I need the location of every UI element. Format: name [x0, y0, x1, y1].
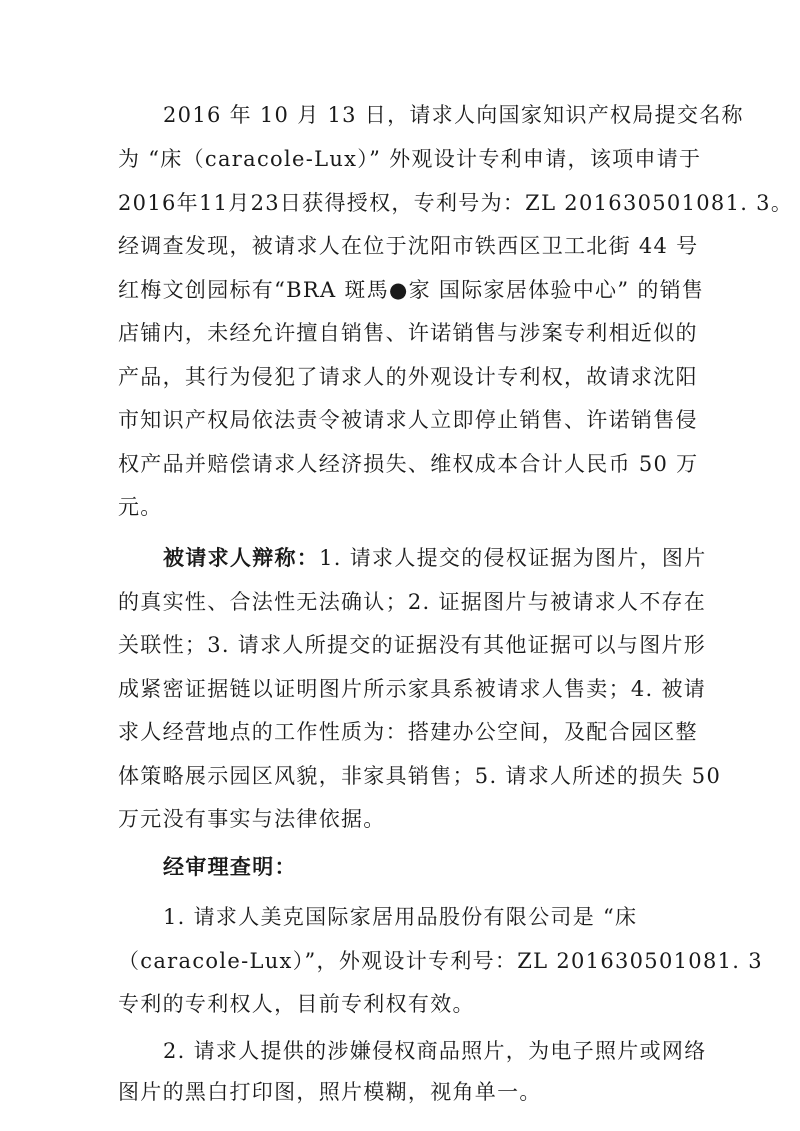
text-line: 体策略展示园区风貌，非家具销售；5. 请求人所述的损失 50	[118, 764, 722, 788]
text-line: 元。	[118, 495, 163, 519]
text-line: 权产品并赔偿请求人经济损失、维权成本合计人民币 50 万	[118, 452, 699, 476]
text-line: 的真实性、合法性无法确认；2. 证据图片与被请求人不存在	[118, 590, 707, 614]
text-line: 2. 请求人提供的涉嫌侵权商品照片，为电子照片或网络	[163, 1039, 707, 1063]
text-line	[163, 543, 707, 573]
text-line: 市知识产权局依法责令被请求人立即停止销售、许诺销售侵	[118, 408, 698, 432]
defense-heading: 被请求人辩称：	[163, 545, 320, 570]
text-line: 万元没有事实与法律依据。	[118, 807, 386, 831]
defense-first-line: 1. 请求人提交的侵权证据为图片，图片	[319, 546, 707, 570]
text-line: 为 “床（caracole-Lux）” 外观设计专利申请，该项申请于	[118, 147, 702, 171]
section-heading-findings: 经审理查明：	[163, 854, 297, 879]
text-line: 2016 年 10 月 13 日，请求人向国家知识产权局提交名称	[163, 103, 744, 127]
text-line: （caracole-Lux）”，外观设计专利号：ZL 201630501081. 3	[118, 949, 763, 973]
text-line: 关联性；3. 请求人所提交的证据没有其他证据可以与图片形	[118, 633, 707, 657]
text-line: 图片的黑白打印图，照片模糊，视角单一。	[118, 1080, 542, 1104]
text-line: 红梅文创园标有“BRA 斑馬●家 国际家居体验中心” 的销售	[118, 278, 705, 302]
text-line: 店铺内，未经允许擅自销售、许诺销售与涉案专利相近似的	[118, 321, 698, 345]
text-line: 经调查发现，被请求人在位于沈阳市铁西区卫工北街 44 号	[118, 234, 699, 258]
text-line: 产品，其行为侵犯了请求人的外观设计专利权，故请求沈阳	[118, 365, 698, 389]
text-line: 2016年11月23日获得授权，专利号为：ZL 201630501081. 3。	[118, 191, 794, 215]
text-line: 1. 请求人美克国际家居用品股份有限公司是 “床	[163, 905, 638, 929]
text-line: 专利的专利权人，目前专利权有效。	[118, 992, 475, 1016]
text-line: 成紧密证据链以证明图片所示家具系被请求人售卖；4. 被请	[118, 677, 707, 701]
text-line: 求人经营地点的工作性质为：搭建办公空间，及配合园区整	[118, 720, 698, 744]
